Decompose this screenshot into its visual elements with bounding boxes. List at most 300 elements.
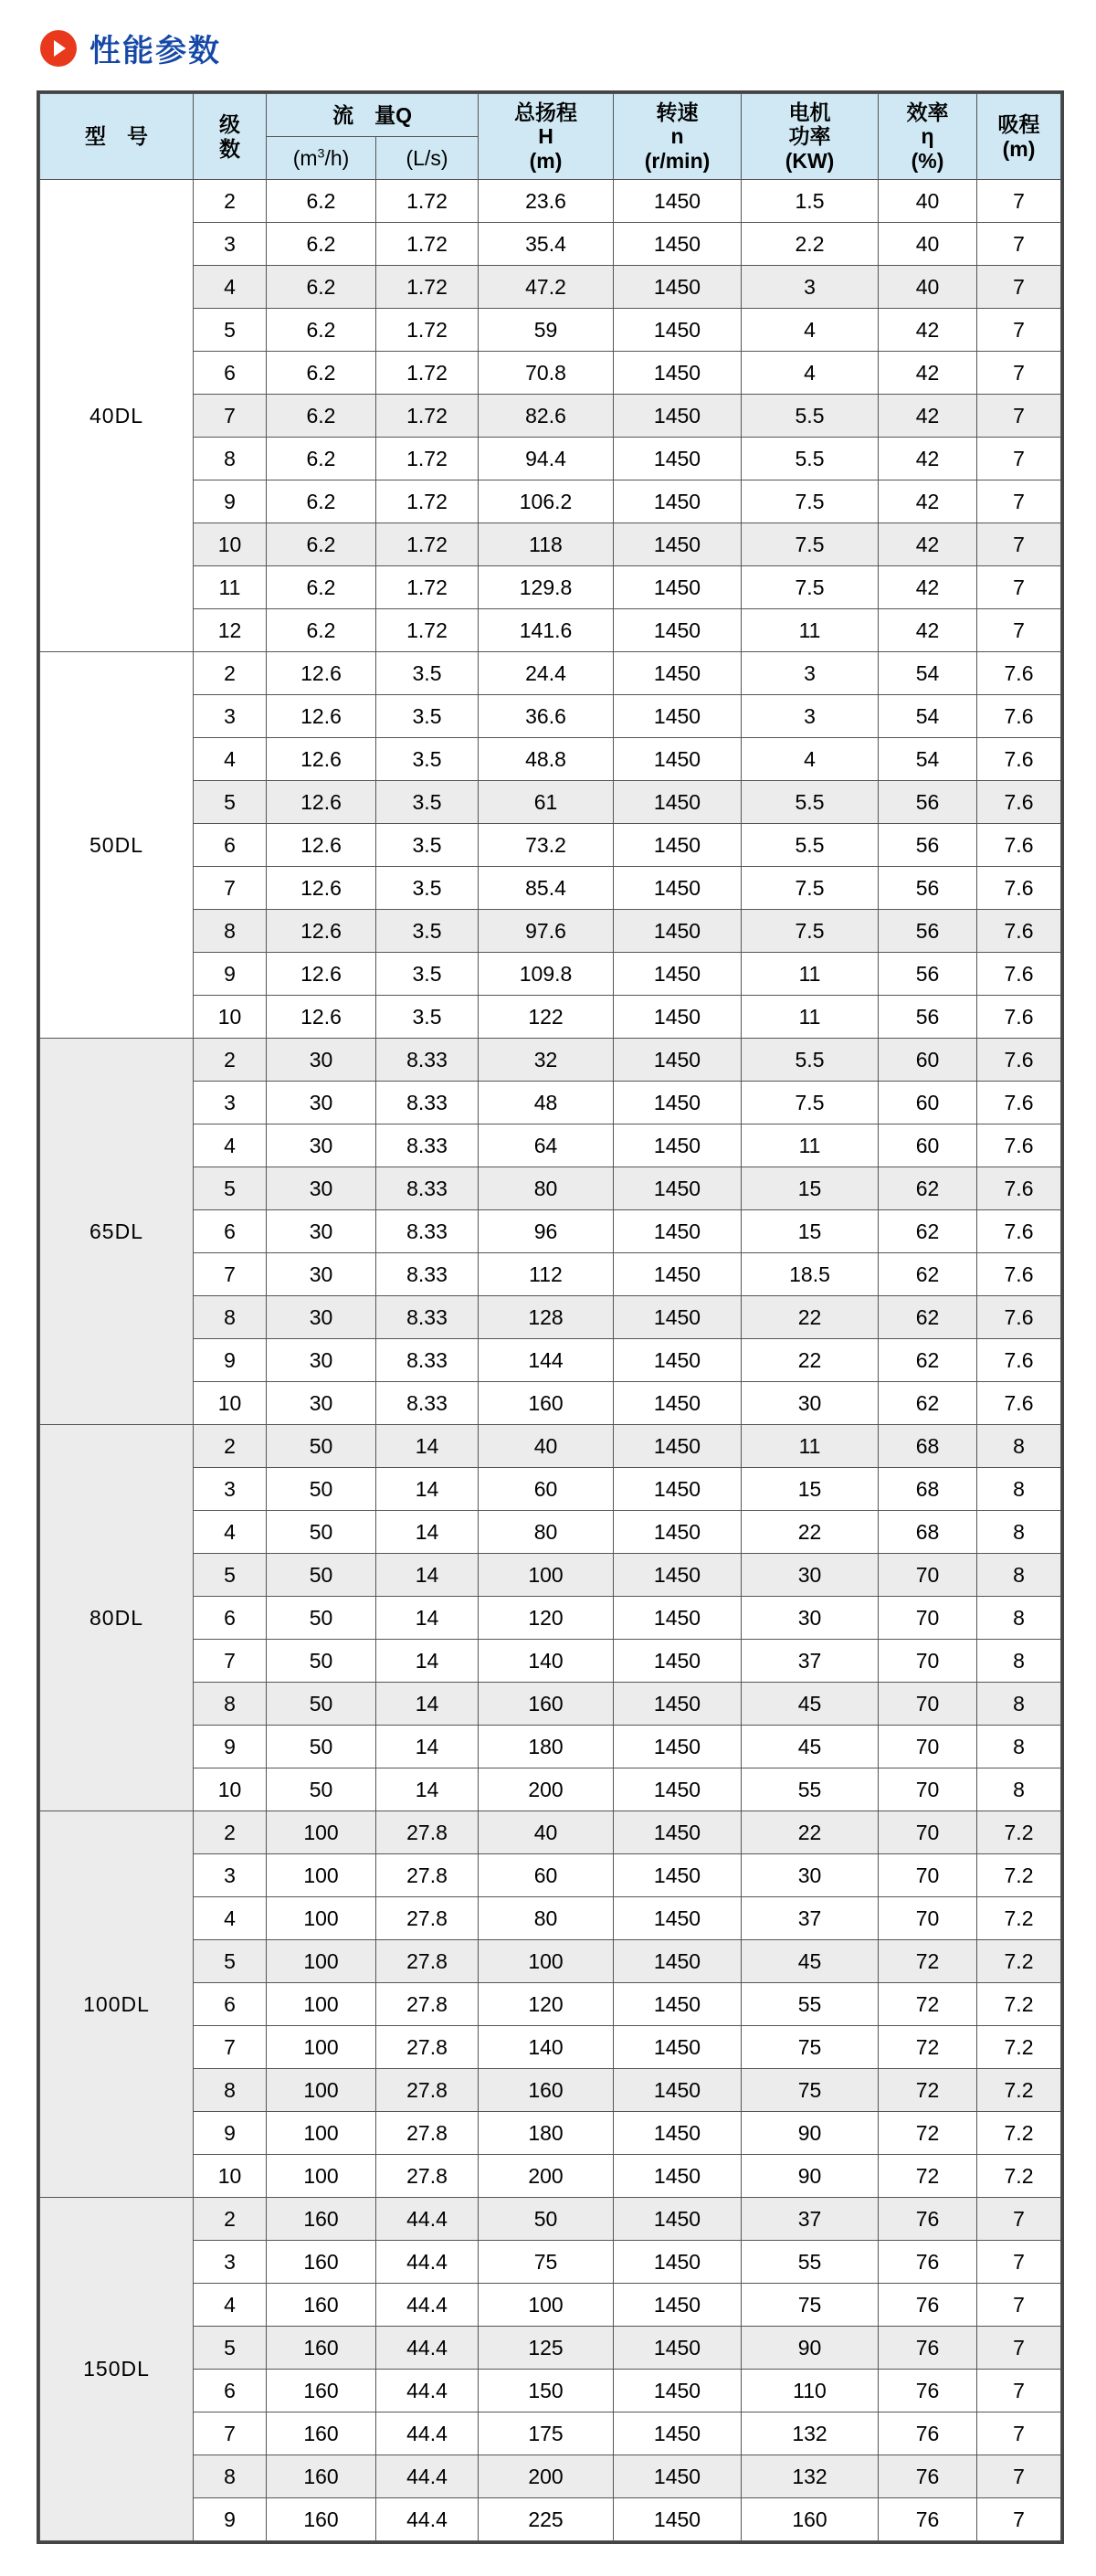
flow-ls-cell: 1.72: [376, 309, 479, 352]
motor-power-cell: 90: [742, 2112, 879, 2155]
speed-cell: 1450: [614, 2412, 742, 2455]
speed-cell: 1450: [614, 2498, 742, 2541]
stage-cell: 8: [194, 2069, 267, 2112]
suction-cell: 7: [977, 352, 1061, 395]
stage-cell: 8: [194, 438, 267, 480]
total-head-cell: 100: [479, 1940, 614, 1983]
efficiency-cell: 56: [879, 824, 977, 867]
motor-power-cell: 11: [742, 1425, 879, 1468]
motor-power-cell: 15: [742, 1468, 879, 1511]
flow-m3h-cell: 160: [267, 2241, 376, 2284]
table-row: [40, 1253, 1061, 1296]
efficiency-cell: 40: [879, 180, 977, 223]
speed-cell: 1450: [614, 1640, 742, 1683]
efficiency-cell: 40: [879, 266, 977, 309]
flow-ls-cell: 14: [376, 1768, 479, 1811]
suction-cell: 7.6: [977, 867, 1061, 910]
header-model: 型 号: [40, 94, 194, 180]
motor-power-cell: 5.5: [742, 438, 879, 480]
header-suction-unit: (m): [1002, 136, 1036, 161]
efficiency-cell: 72: [879, 2155, 977, 2198]
total-head-cell: 109.8: [479, 953, 614, 996]
flow-m3h-cell: 100: [267, 1811, 376, 1854]
suction-cell: 7: [977, 180, 1061, 223]
stage-cell: 8: [194, 1296, 267, 1339]
speed-cell: 1450: [614, 1811, 742, 1854]
speed-cell: 1450: [614, 996, 742, 1039]
flow-ls-cell: 8.33: [376, 1382, 479, 1425]
efficiency-cell: 42: [879, 395, 977, 438]
flow-m3h-cell: 30: [267, 1339, 376, 1382]
table-row: [40, 1210, 1061, 1253]
flow-m3h-cell: 6.2: [267, 395, 376, 438]
table-row: [40, 2155, 1061, 2198]
flow-ls-cell: 44.4: [376, 2455, 479, 2498]
flow-ls-cell: 8.33: [376, 1253, 479, 1296]
motor-power-cell: 75: [742, 2026, 879, 2069]
efficiency-cell: 62: [879, 1253, 977, 1296]
speed-cell: 1450: [614, 953, 742, 996]
page-title: 性能参数: [90, 34, 221, 69]
total-head-cell: 144: [479, 1339, 614, 1382]
total-head-cell: 100: [479, 2284, 614, 2327]
stage-cell: 7: [194, 2412, 267, 2455]
header-efficiency: [879, 94, 977, 180]
flow-m3h-cell: 12.6: [267, 867, 376, 910]
motor-power-cell: 2.2: [742, 223, 879, 266]
total-head-cell: 100: [479, 1554, 614, 1597]
efficiency-cell: 72: [879, 2026, 977, 2069]
flow-ls-cell: 8.33: [376, 1167, 479, 1210]
stage-cell: 2: [194, 652, 267, 695]
flow-m3h-cell: 30: [267, 1082, 376, 1124]
stage-cell: 5: [194, 1167, 267, 1210]
table-row: [40, 480, 1061, 523]
flow-m3h-cell: 6.2: [267, 566, 376, 609]
motor-power-cell: 22: [742, 1339, 879, 1382]
efficiency-cell: 70: [879, 1726, 977, 1768]
stage-cell: 10: [194, 996, 267, 1039]
suction-cell: 8: [977, 1640, 1061, 1683]
speed-cell: 1450: [614, 1554, 742, 1597]
total-head-cell: 140: [479, 2026, 614, 2069]
table-row: [40, 1511, 1061, 1554]
motor-power-cell: 11: [742, 953, 879, 996]
flow-ls-cell: 14: [376, 1554, 479, 1597]
flow-ls-cell: 8.33: [376, 1296, 479, 1339]
speed-cell: 1450: [614, 1210, 742, 1253]
total-head-cell: 160: [479, 1683, 614, 1726]
suction-cell: 7.6: [977, 652, 1061, 695]
flow-m3h-cell: 30: [267, 1253, 376, 1296]
suction-cell: 7.6: [977, 1039, 1061, 1082]
suction-cell: 7.6: [977, 1210, 1061, 1253]
motor-power-cell: 3: [742, 652, 879, 695]
flow-m3h-cell: 6.2: [267, 609, 376, 652]
total-head-cell: 180: [479, 1726, 614, 1768]
speed-cell: 1450: [614, 2370, 742, 2412]
motor-power-cell: 45: [742, 1683, 879, 1726]
efficiency-cell: 42: [879, 480, 977, 523]
suction-cell: 8: [977, 1511, 1061, 1554]
motor-power-cell: 37: [742, 1897, 879, 1940]
efficiency-cell: 62: [879, 1339, 977, 1382]
stage-cell: 9: [194, 480, 267, 523]
motor-power-cell: 160: [742, 2498, 879, 2541]
suction-cell: 7: [977, 2198, 1061, 2241]
table-row: [40, 1167, 1061, 1210]
efficiency-cell: 62: [879, 1210, 977, 1253]
flow-ls-cell: 8.33: [376, 1124, 479, 1167]
header-power-line2: 功率: [788, 124, 831, 149]
total-head-cell: 200: [479, 2455, 614, 2498]
efficiency-cell: 72: [879, 1940, 977, 1983]
speed-cell: 1450: [614, 1082, 742, 1124]
flow-ls-cell: 3.5: [376, 867, 479, 910]
flow-m3h-cell: 160: [267, 2498, 376, 2541]
motor-power-cell: 90: [742, 2155, 879, 2198]
suction-cell: 7.6: [977, 1253, 1061, 1296]
table-row: [40, 2284, 1061, 2327]
flow-ls-cell: 1.72: [376, 180, 479, 223]
total-head-cell: 112: [479, 1253, 614, 1296]
suction-cell: 7: [977, 438, 1061, 480]
flow-m3h-cell: 100: [267, 1897, 376, 1940]
efficiency-cell: 42: [879, 352, 977, 395]
speed-cell: 1450: [614, 1897, 742, 1940]
flow-ls-cell: 14: [376, 1683, 479, 1726]
flow-ls-cell: 27.8: [376, 1897, 479, 1940]
suction-cell: 8: [977, 1554, 1061, 1597]
total-head-cell: 60: [479, 1854, 614, 1897]
motor-power-cell: 30: [742, 1854, 879, 1897]
total-head-cell: 96: [479, 1210, 614, 1253]
speed-cell: 1450: [614, 1768, 742, 1811]
motor-power-cell: 90: [742, 2327, 879, 2370]
speed-cell: 1450: [614, 652, 742, 695]
stage-cell: 10: [194, 2155, 267, 2198]
efficiency-cell: 76: [879, 2284, 977, 2327]
stage-cell: 12: [194, 609, 267, 652]
total-head-cell: 150: [479, 2370, 614, 2412]
table-row: [40, 1468, 1061, 1511]
suction-cell: 7: [977, 395, 1061, 438]
table-row: [40, 223, 1061, 266]
header-head-unit: (m): [529, 148, 563, 173]
total-head-cell: 50: [479, 2198, 614, 2241]
efficiency-cell: 70: [879, 1554, 977, 1597]
model-cell: 65DL: [40, 1039, 194, 1425]
efficiency-cell: 62: [879, 1296, 977, 1339]
flow-m3h-cell: 12.6: [267, 996, 376, 1039]
efficiency-cell: 76: [879, 2412, 977, 2455]
total-head-cell: 23.6: [479, 180, 614, 223]
speed-cell: 1450: [614, 1382, 742, 1425]
stage-cell: 6: [194, 1210, 267, 1253]
suction-cell: 7.6: [977, 738, 1061, 781]
suction-cell: 7: [977, 223, 1061, 266]
table-row: [40, 1425, 1061, 1468]
table-row: [40, 1082, 1061, 1124]
table-header: [40, 94, 1061, 180]
table-row: [40, 180, 1061, 223]
speed-cell: 1450: [614, 1511, 742, 1554]
efficiency-cell: 76: [879, 2370, 977, 2412]
flow-ls-cell: 8.33: [376, 1039, 479, 1082]
motor-power-cell: 4: [742, 738, 879, 781]
flow-ls-cell: 14: [376, 1597, 479, 1640]
header-suction-line1: 吸程: [997, 112, 1040, 137]
motor-power-cell: 1.5: [742, 180, 879, 223]
flow-m3h-cell: 30: [267, 1382, 376, 1425]
suction-cell: 7: [977, 2327, 1061, 2370]
efficiency-cell: 70: [879, 1811, 977, 1854]
flow-ls-cell: 27.8: [376, 1940, 479, 1983]
flow-ls-cell: 1.72: [376, 480, 479, 523]
table-row: [40, 2241, 1061, 2284]
table-row: [40, 910, 1061, 953]
stage-cell: 8: [194, 1683, 267, 1726]
suction-cell: 7.6: [977, 996, 1061, 1039]
stage-cell: 4: [194, 1511, 267, 1554]
header-row-1: [40, 94, 1061, 137]
speed-cell: 1450: [614, 266, 742, 309]
speed-cell: 1450: [614, 223, 742, 266]
motor-power-cell: 4: [742, 352, 879, 395]
table-row: [40, 824, 1061, 867]
suction-cell: 7: [977, 609, 1061, 652]
flow-ls-cell: 44.4: [376, 2498, 479, 2541]
speed-cell: 1450: [614, 1167, 742, 1210]
total-head-cell: 120: [479, 1983, 614, 2026]
model-cell: 100DL: [40, 1811, 194, 2198]
flow-ls-cell: 1.72: [376, 566, 479, 609]
total-head-cell: 47.2: [479, 266, 614, 309]
flow-m3h-cell: 12.6: [267, 824, 376, 867]
speed-cell: 1450: [614, 1296, 742, 1339]
motor-power-cell: 3: [742, 695, 879, 738]
flow-ls-cell: 1.72: [376, 609, 479, 652]
flow-m3h-cell: 50: [267, 1726, 376, 1768]
motor-power-cell: 22: [742, 1511, 879, 1554]
flow-ls-cell: 1.72: [376, 523, 479, 566]
flow-m3h-cell: 50: [267, 1554, 376, 1597]
flow-ls-cell: 3.5: [376, 738, 479, 781]
stage-cell: 4: [194, 738, 267, 781]
suction-cell: 7: [977, 523, 1061, 566]
suction-cell: 7.2: [977, 2112, 1061, 2155]
total-head-cell: 140: [479, 1640, 614, 1683]
table-row: [40, 652, 1061, 695]
suction-cell: 7.2: [977, 1854, 1061, 1897]
motor-power-cell: 75: [742, 2284, 879, 2327]
stage-cell: 11: [194, 566, 267, 609]
flow-m3h-cell: 30: [267, 1296, 376, 1339]
speed-cell: 1450: [614, 1039, 742, 1082]
motor-power-cell: 37: [742, 2198, 879, 2241]
header-motor-power: [742, 94, 879, 180]
flow-ls-cell: 1.72: [376, 266, 479, 309]
efficiency-cell: 76: [879, 2198, 977, 2241]
efficiency-cell: 62: [879, 1167, 977, 1210]
flow-m3h-cell: 12.6: [267, 652, 376, 695]
efficiency-cell: 42: [879, 523, 977, 566]
motor-power-cell: 45: [742, 1940, 879, 1983]
table-row: [40, 781, 1061, 824]
stage-cell: 4: [194, 266, 267, 309]
efficiency-cell: 54: [879, 738, 977, 781]
suction-cell: 7.2: [977, 2069, 1061, 2112]
flow-ls-cell: 44.4: [376, 2284, 479, 2327]
motor-power-cell: 30: [742, 1382, 879, 1425]
suction-cell: 7: [977, 2241, 1061, 2284]
table-row: [40, 1382, 1061, 1425]
suction-cell: 8: [977, 1726, 1061, 1768]
flow-m3h-cell: 100: [267, 2155, 376, 2198]
header-speed: [614, 94, 742, 180]
motor-power-cell: 5.5: [742, 781, 879, 824]
stage-cell: 9: [194, 1339, 267, 1382]
suction-cell: 7: [977, 2455, 1061, 2498]
flow-m3h-cell: 160: [267, 2284, 376, 2327]
total-head-cell: 32: [479, 1039, 614, 1082]
suction-cell: 7.2: [977, 1811, 1061, 1854]
efficiency-cell: 76: [879, 2327, 977, 2370]
total-head-cell: 70.8: [479, 352, 614, 395]
total-head-cell: 97.6: [479, 910, 614, 953]
flow-m3h-cell: 6.2: [267, 352, 376, 395]
total-head-cell: 225: [479, 2498, 614, 2541]
efficiency-cell: 62: [879, 1382, 977, 1425]
model-cell: 150DL: [40, 2198, 194, 2541]
stage-cell: 5: [194, 309, 267, 352]
speed-cell: 1450: [614, 2455, 742, 2498]
stage-cell: 3: [194, 223, 267, 266]
flow-ls-cell: 44.4: [376, 2198, 479, 2241]
suction-cell: 7: [977, 309, 1061, 352]
suction-cell: 7.6: [977, 1296, 1061, 1339]
stage-cell: 5: [194, 1554, 267, 1597]
table-row: [40, 2026, 1061, 2069]
header-total-head: [479, 94, 614, 180]
table-row: [40, 2455, 1061, 2498]
motor-power-cell: 4: [742, 309, 879, 352]
speed-cell: 1450: [614, 1983, 742, 2026]
efficiency-cell: 70: [879, 1768, 977, 1811]
speed-cell: 1450: [614, 523, 742, 566]
flow-m3h-cell: 50: [267, 1597, 376, 1640]
flow-m3h-cell: 160: [267, 2327, 376, 2370]
table-row: [40, 1554, 1061, 1597]
flow-ls-cell: 44.4: [376, 2327, 479, 2370]
speed-cell: 1450: [614, 1726, 742, 1768]
efficiency-cell: 42: [879, 438, 977, 480]
flow-m3h-cell: 6.2: [267, 180, 376, 223]
header-head-line2: H: [538, 124, 553, 149]
header-stages: [194, 94, 267, 180]
total-head-cell: 141.6: [479, 609, 614, 652]
total-head-cell: 80: [479, 1897, 614, 1940]
speed-cell: 1450: [614, 1940, 742, 1983]
suction-cell: 7.6: [977, 1167, 1061, 1210]
section-title: [40, 26, 1059, 70]
flow-m3h-cell: 30: [267, 1210, 376, 1253]
motor-power-cell: 37: [742, 1640, 879, 1683]
motor-power-cell: 132: [742, 2455, 879, 2498]
speed-cell: 1450: [614, 2112, 742, 2155]
play-circle-icon: [40, 30, 77, 67]
suction-cell: 7.6: [977, 910, 1061, 953]
total-head-cell: 24.4: [479, 652, 614, 695]
stage-cell: 2: [194, 1425, 267, 1468]
speed-cell: 1450: [614, 395, 742, 438]
motor-power-cell: 45: [742, 1726, 879, 1768]
stage-cell: 2: [194, 1039, 267, 1082]
table-row: [40, 695, 1061, 738]
efficiency-cell: 60: [879, 1082, 977, 1124]
flow-m3h-cell: 12.6: [267, 953, 376, 996]
flow-ls-cell: 3.5: [376, 824, 479, 867]
flow-ls-cell: 27.8: [376, 2026, 479, 2069]
flow-ls-cell: 3.5: [376, 953, 479, 996]
efficiency-cell: 76: [879, 2455, 977, 2498]
suction-cell: 7.6: [977, 1124, 1061, 1167]
efficiency-cell: 76: [879, 2498, 977, 2541]
speed-cell: 1450: [614, 352, 742, 395]
total-head-cell: 106.2: [479, 480, 614, 523]
speed-cell: 1450: [614, 867, 742, 910]
table-row: [40, 2112, 1061, 2155]
flow-m3h-cell: 30: [267, 1167, 376, 1210]
total-head-cell: 82.6: [479, 395, 614, 438]
suction-cell: 7.2: [977, 1940, 1061, 1983]
motor-power-cell: 110: [742, 2370, 879, 2412]
header-stages-line1: 级: [219, 112, 240, 137]
table-row: [40, 609, 1061, 652]
flow-ls-cell: 8.33: [376, 1082, 479, 1124]
flow-m3h-cell: 50: [267, 1683, 376, 1726]
flow-m3h-cell: 50: [267, 1511, 376, 1554]
suction-cell: 7.2: [977, 2026, 1061, 2069]
stage-cell: 9: [194, 953, 267, 996]
total-head-cell: 35.4: [479, 223, 614, 266]
total-head-cell: 125: [479, 2327, 614, 2370]
motor-power-cell: 55: [742, 1983, 879, 2026]
flow-m3h-cell: 100: [267, 1854, 376, 1897]
suction-cell: 7: [977, 480, 1061, 523]
table-row: [40, 1039, 1061, 1082]
stage-cell: 7: [194, 395, 267, 438]
suction-cell: 8: [977, 1768, 1061, 1811]
flow-m3h-cell: 12.6: [267, 695, 376, 738]
total-head-cell: 80: [479, 1511, 614, 1554]
motor-power-cell: 5.5: [742, 1039, 879, 1082]
table-row: [40, 867, 1061, 910]
suction-cell: 7.6: [977, 695, 1061, 738]
suction-cell: 7.6: [977, 1382, 1061, 1425]
header-speed-unit: (r/min): [644, 148, 711, 173]
total-head-cell: 48.8: [479, 738, 614, 781]
suction-cell: 7.6: [977, 1339, 1061, 1382]
stage-cell: 4: [194, 1124, 267, 1167]
stage-cell: 5: [194, 781, 267, 824]
flow-m3h-cell: 100: [267, 1940, 376, 1983]
total-head-cell: 59: [479, 309, 614, 352]
table-row: [40, 2327, 1061, 2370]
flow-m3h-cell: 12.6: [267, 910, 376, 953]
table-row: [40, 1940, 1061, 1983]
flow-ls-cell: 27.8: [376, 2069, 479, 2112]
